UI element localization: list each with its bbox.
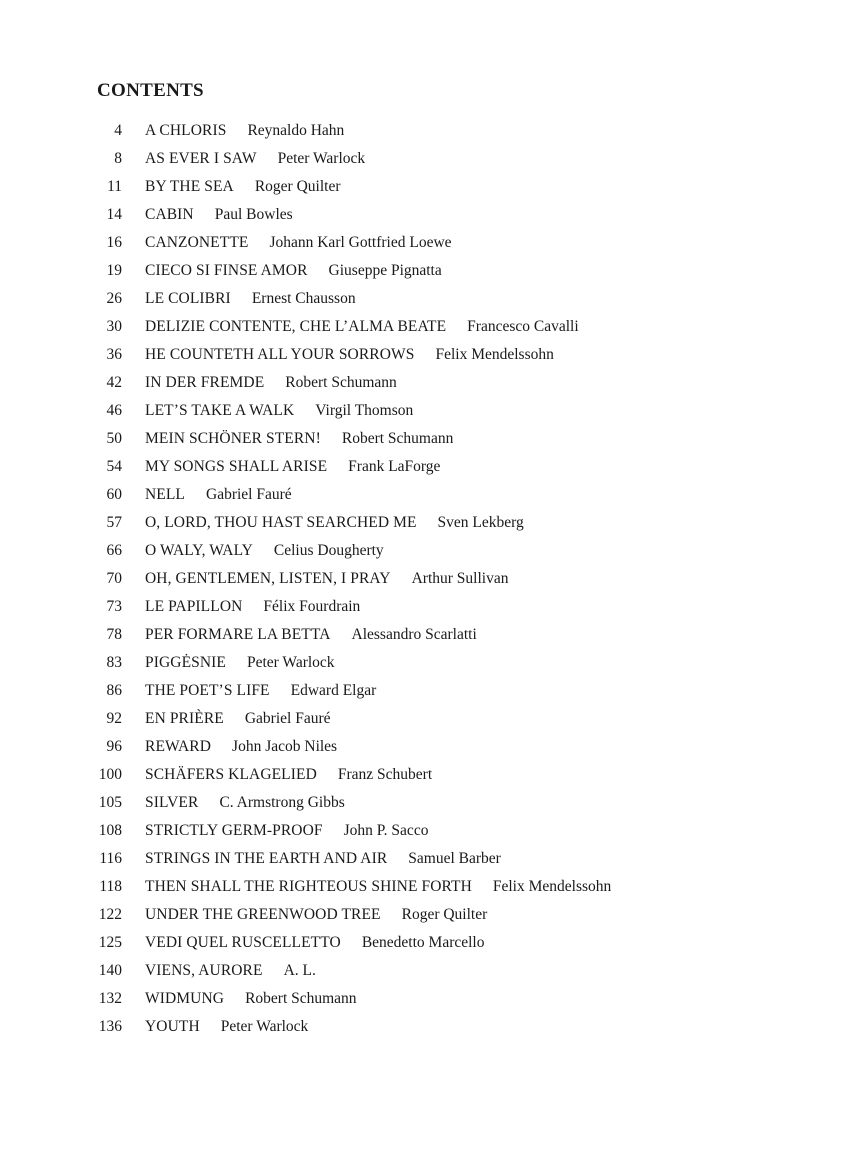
toc-page-number: 8 bbox=[114, 150, 122, 167]
toc-entry bbox=[88, 984, 611, 1012]
toc-composer: Giuseppe Pignatta bbox=[328, 262, 442, 279]
toc-page-number: 60 bbox=[106, 486, 122, 503]
page-title: CONTENTS bbox=[97, 80, 204, 101]
toc-entry bbox=[88, 144, 611, 172]
toc-composer: Benedetto Marcello bbox=[361, 934, 485, 951]
toc-page-number: 83 bbox=[106, 654, 122, 671]
toc-composer: A. L. bbox=[283, 962, 316, 979]
toc-composer: Arthur Sullivan bbox=[411, 570, 509, 587]
toc-song-title: STRINGS IN THE EARTH AND AIR bbox=[145, 850, 388, 867]
toc-song-title: DELIZIE CONTENTE, CHE L’ALMA BEATE bbox=[145, 318, 447, 335]
toc-song-title: HE COUNTETH ALL YOUR SORROWS bbox=[145, 346, 415, 363]
toc-composer: Félix Fourdrain bbox=[263, 598, 361, 615]
toc-song-title: MEIN SCHÖNER STERN! bbox=[145, 430, 321, 447]
toc-composer: Sven Lekberg bbox=[437, 514, 524, 531]
toc-entry bbox=[88, 844, 611, 872]
toc-composer: Robert Schumann bbox=[245, 990, 357, 1007]
toc-page-number: 122 bbox=[98, 906, 122, 923]
toc-song-title: LET’S TAKE A WALK bbox=[145, 402, 295, 419]
toc-page-number: 4 bbox=[114, 122, 122, 139]
toc-song-title: SILVER bbox=[145, 794, 199, 811]
toc-entry bbox=[88, 816, 611, 844]
toc-composer: Gabriel Fauré bbox=[244, 710, 331, 727]
toc-entry bbox=[88, 396, 611, 424]
toc-song-title: CANZONETTE bbox=[145, 234, 249, 251]
toc-page-number: 108 bbox=[98, 822, 122, 839]
toc-composer: John P. Sacco bbox=[343, 822, 429, 839]
toc-entry bbox=[88, 312, 611, 340]
toc-composer: Ernest Chausson bbox=[251, 290, 356, 307]
toc-composer: Peter Warlock bbox=[277, 150, 366, 167]
toc-song-title: WIDMUNG bbox=[145, 990, 225, 1007]
toc-entry bbox=[88, 536, 611, 564]
toc-composer: Roger Quilter bbox=[254, 178, 341, 195]
toc-page-number: 96 bbox=[106, 738, 122, 755]
toc-page-number: 78 bbox=[106, 626, 122, 643]
toc-song-title: EN PRIÈRE bbox=[145, 710, 224, 727]
toc-song-title: REWARD bbox=[145, 738, 212, 755]
toc-song-title: SCHÄFERS KLAGELIED bbox=[145, 766, 317, 783]
toc-composer: Gabriel Fauré bbox=[206, 486, 292, 503]
toc-page-number: 14 bbox=[106, 206, 122, 223]
toc-song-title: BY THE SEA bbox=[145, 178, 234, 195]
toc-song-title: IN DER FREMDE bbox=[145, 374, 265, 391]
toc-page-number: 116 bbox=[99, 850, 122, 867]
toc-song-title: AS EVER I SAW bbox=[145, 150, 257, 167]
toc-page-number: 30 bbox=[106, 318, 122, 335]
toc-page-number: 73 bbox=[106, 598, 122, 615]
toc-song-title: MY SONGS SHALL ARISE bbox=[145, 458, 328, 475]
toc-page-number: 50 bbox=[106, 430, 122, 447]
toc-entry bbox=[88, 452, 611, 480]
toc-entry bbox=[88, 760, 611, 788]
toc-song-title: O WALY, WALY bbox=[145, 542, 253, 559]
toc-page-number: 86 bbox=[106, 682, 122, 699]
toc-song-title: CABIN bbox=[145, 206, 194, 223]
toc-composer: John Jacob Niles bbox=[232, 738, 338, 755]
toc-entry bbox=[88, 872, 611, 900]
toc-song-title: NELL bbox=[145, 486, 185, 503]
toc-entry bbox=[88, 648, 611, 676]
toc-song-title: OH, GENTLEMEN, LISTEN, I PRAY bbox=[145, 570, 391, 587]
toc-page-number: 125 bbox=[98, 934, 122, 951]
toc-entry bbox=[88, 256, 611, 284]
toc-composer: Edward Elgar bbox=[290, 682, 377, 699]
toc-page-number: 36 bbox=[106, 346, 122, 363]
toc-song-title: LE COLIBRI bbox=[145, 290, 231, 307]
toc-entry bbox=[88, 928, 611, 956]
toc-entry bbox=[88, 200, 611, 228]
toc-page-number: 105 bbox=[98, 794, 122, 811]
toc-page-number: 132 bbox=[98, 990, 122, 1007]
toc-entry bbox=[88, 788, 611, 816]
toc-entry bbox=[88, 704, 611, 732]
toc-page-number: 54 bbox=[106, 458, 122, 475]
toc-entry bbox=[88, 340, 611, 368]
toc-entry bbox=[88, 732, 611, 760]
toc-page-number: 66 bbox=[106, 542, 122, 559]
toc-page-number: 46 bbox=[106, 402, 122, 419]
toc-composer: Alessandro Scarlatti bbox=[351, 626, 477, 643]
toc-composer: Samuel Barber bbox=[408, 850, 501, 867]
toc-composer: Robert Schumann bbox=[341, 430, 454, 447]
toc-composer: Reynaldo Hahn bbox=[247, 122, 345, 139]
toc-song-title: PIGGĖSNIE bbox=[145, 654, 226, 671]
toc-song-title: PER FORMARE LA BETTA bbox=[145, 626, 331, 643]
toc-composer: Virgil Thomson bbox=[315, 402, 414, 419]
toc-entry bbox=[88, 228, 611, 256]
toc-page-number: 11 bbox=[107, 178, 122, 195]
toc-entry bbox=[88, 480, 611, 508]
toc-entry bbox=[88, 116, 611, 144]
toc-page-number: 19 bbox=[106, 262, 122, 279]
toc-composer: Frank LaForge bbox=[348, 458, 441, 475]
toc-entry bbox=[88, 564, 611, 592]
toc-page-number: 136 bbox=[98, 1018, 122, 1035]
toc-song-title: A CHLORIS bbox=[145, 122, 227, 139]
toc-entry bbox=[88, 172, 611, 200]
toc-page-number: 26 bbox=[106, 290, 122, 307]
toc-composer: Felix Mendelssohn bbox=[435, 346, 554, 363]
toc-song-title: THEN SHALL THE RIGHTEOUS SHINE FORTH bbox=[145, 878, 472, 895]
toc-entry bbox=[88, 592, 611, 620]
toc-song-title: O, LORD, THOU HAST SEARCHED ME bbox=[145, 514, 417, 531]
toc-composer: Francesco Cavalli bbox=[467, 318, 579, 335]
toc-page-number: 42 bbox=[106, 374, 122, 391]
toc-composer: Celius Dougherty bbox=[273, 542, 384, 559]
toc-song-title: UNDER THE GREENWOOD TREE bbox=[145, 906, 381, 923]
toc-composer: C. Armstrong Gibbs bbox=[219, 794, 345, 811]
toc-song-title: CIECO SI FINSE AMOR bbox=[145, 262, 308, 279]
toc-song-title: THE POET’S LIFE bbox=[145, 682, 270, 699]
toc-page-number: 70 bbox=[106, 570, 122, 587]
toc-entry bbox=[88, 424, 611, 452]
toc-song-title: STRICTLY GERM-PROOF bbox=[145, 822, 323, 839]
toc-entry bbox=[88, 1012, 611, 1040]
toc-entry bbox=[88, 676, 611, 704]
toc-page-number: 140 bbox=[98, 962, 122, 979]
toc-composer: Paul Bowles bbox=[214, 206, 293, 223]
toc-entry bbox=[88, 620, 611, 648]
toc-composer: Peter Warlock bbox=[220, 1018, 309, 1035]
toc-entry bbox=[88, 368, 611, 396]
toc-page-number: 57 bbox=[106, 514, 122, 531]
toc-composer: Roger Quilter bbox=[401, 906, 488, 923]
toc-page-number: 16 bbox=[106, 234, 122, 251]
toc-page-number: 100 bbox=[98, 766, 122, 783]
toc-page-number: 92 bbox=[106, 710, 122, 727]
toc-entry bbox=[88, 900, 611, 928]
toc-entry bbox=[88, 956, 611, 984]
toc-song-title: LE PAPILLON bbox=[145, 598, 243, 615]
toc-composer: Peter Warlock bbox=[246, 654, 335, 671]
toc-composer: Johann Karl Gottfried Loewe bbox=[269, 234, 452, 251]
toc-entry bbox=[88, 508, 611, 536]
toc-song-title: VEDI QUEL RUSCELLETTO bbox=[145, 934, 341, 951]
toc-song-title: YOUTH bbox=[145, 1018, 200, 1035]
toc-page-number: 118 bbox=[99, 878, 122, 895]
toc-song-title: VIENS, AURORE bbox=[145, 962, 263, 979]
toc-entry bbox=[88, 284, 611, 312]
toc-composer: Franz Schubert bbox=[337, 766, 433, 783]
contents-list bbox=[88, 116, 611, 1040]
toc-composer: Felix Mendelssohn bbox=[492, 878, 612, 895]
toc-composer: Robert Schumann bbox=[285, 374, 397, 391]
